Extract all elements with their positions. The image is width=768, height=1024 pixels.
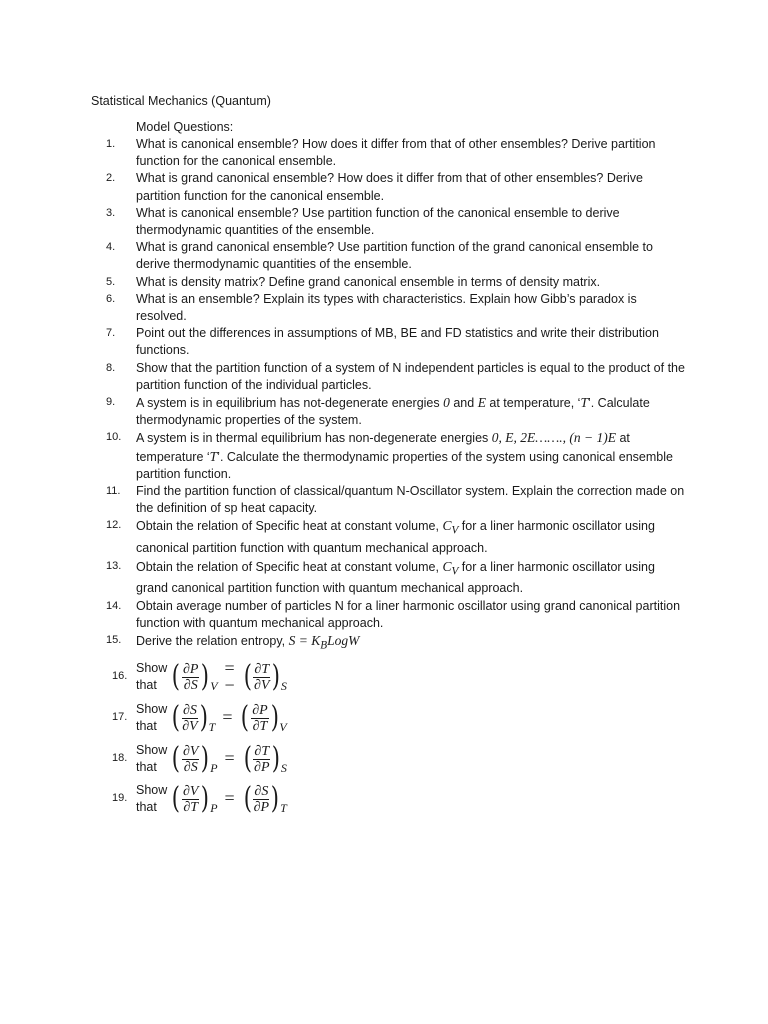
question-number: 19.: [112, 792, 128, 805]
question-text: Obtain average number of particles N for a liner harmonic oscillator using grand canonical partition function with quantum mechanical approach.: [136, 598, 681, 630]
question-number: 17.: [112, 711, 128, 724]
question-item: [106, 170, 686, 204]
show-that-label: Show that: [136, 660, 168, 692]
question-text: A system is in thermal equilibrium has non-degenerate energies 0, E, 2E……., (n − 1)E at temperature ‘T’. Calculate the thermodynamic properties of the system using canonical ensemble partition function.: [136, 430, 673, 481]
question-item: [106, 483, 686, 517]
question-number: 10.: [106, 431, 122, 444]
equals-sign: =: [224, 748, 235, 769]
question-list: [106, 136, 686, 655]
math-cv: $C_V$: [442, 558, 459, 578]
question-number: 14.: [106, 599, 122, 612]
math-temperature: T: [209, 448, 218, 464]
question-text: Point out the differences in assumptions of MB, BE and FD statistics and write their distribution functions.: [136, 326, 659, 358]
partial-derivative-left: $\frac{\partial S}{\partial V}$: [182, 702, 198, 734]
question-number: 6.: [106, 292, 116, 305]
question-number: 3.: [106, 206, 116, 219]
equals-sign: = −: [224, 657, 235, 695]
show-that-label: Show that: [136, 701, 168, 733]
question-number: 5.: [106, 275, 116, 288]
question-number: 12.: [106, 519, 122, 532]
question-text: What is grand canonical ensemble? How does it differ from that of other ensembles? Derive partition function for the canonical ensemble.: [136, 171, 643, 203]
question-text: Obtain the relation of Specific heat at constant volume, $C_V$ for a liner harmonic oscillator using grand canonical partition function with quantum mechanical approach.: [136, 558, 655, 596]
question-number: 9.: [106, 396, 116, 409]
question-number: 1.: [106, 138, 116, 150]
question-text: What is canonical ensemble? Use partition function of the canonical ensemble to derive thermodynamic quantities of the ensemble.: [136, 205, 620, 238]
question-item: [106, 394, 686, 429]
question-number: 13.: [106, 559, 122, 572]
partial-derivative-right: $\frac{\partial P}{\partial T}$: [252, 702, 268, 734]
question-item: [106, 291, 686, 325]
question-item: [106, 274, 686, 291]
question-text: Obtain the relation of Specific heat at constant volume, $C_V$ for a liner harmonic oscillator using canonical partition function with quantum mechanical approach.: [136, 518, 655, 556]
question-text: Find the partition function of classical/quantum N-Oscillator system. Explain the correction made on the definition of sp heat capacity.: [136, 484, 685, 516]
question-item: [106, 239, 686, 273]
question-text: Derive the relation entropy, $S = K_BLogW$: [136, 633, 360, 652]
show-that-label: Show that: [136, 782, 168, 814]
math-entropy: $S = K_BLogW$: [288, 633, 360, 652]
equation-item: 17. Show that ( $\frac{\partial S}{\partial V}$ ) T = ( $\frac{\partial P}{\partial T}$ ) V: [112, 700, 287, 735]
partial-derivative-left: $\frac{\partial P}{\partial S}$: [183, 661, 199, 693]
question-item: [106, 325, 686, 359]
question-text: What is canonical ensemble? How does it differ from that of other ensembles? Derive partition function for the canonical ensemble.: [136, 137, 656, 169]
question-item: [106, 360, 686, 394]
math-energy-levels: 0, E, 2E……., (n − 1)E: [491, 430, 616, 446]
question-item: [106, 517, 686, 557]
question-number: 2.: [106, 172, 116, 185]
question-item: [106, 429, 686, 483]
question-item: [106, 205, 686, 239]
question-number: 18.: [112, 752, 128, 765]
question-number: 8.: [106, 361, 116, 374]
partial-derivative-left: $\frac{\partial V}{\partial S}$: [183, 743, 199, 775]
show-that-label: Show that: [136, 742, 168, 774]
question-item: [106, 558, 686, 598]
question-number: 4.: [106, 241, 116, 254]
question-number: 15.: [106, 634, 122, 647]
question-item: [106, 632, 686, 655]
math-cv: $C_V$: [442, 518, 459, 538]
question-number: 11.: [106, 485, 121, 498]
question-text: What is grand canonical ensemble? Use partition function of the grand canonical ensemble to derive thermodynamic quantities of the ensemble.: [136, 240, 653, 272]
partial-derivative-right: $\frac{\partial S}{\partial P}$: [253, 783, 270, 815]
equation-item: 16. Show that ( $\frac{\partial P}{\partial S}$ ) V = − ( $\frac{\partial T}{\partial V}$ ) S: [112, 657, 287, 695]
partial-derivative-left: $\frac{\partial V}{\partial T}$: [183, 783, 199, 815]
equals-sign: =: [224, 788, 235, 809]
question-number: 16.: [112, 670, 128, 683]
math-energy: E: [477, 395, 486, 411]
question-text: A system is in equilibrium has not-degenerate energies 0 and E at temperature, ‘T’. Calculate thermodynamic properties of the system.: [136, 395, 650, 428]
math-temperature: T: [580, 395, 588, 411]
equation-item: 18. Show that ( $\frac{\partial V}{\partial S}$ ) P = ( $\frac{\partial T}{\partial P}$ ) S: [112, 741, 287, 776]
page-title: Statistical Mechanics (Quantum): [91, 94, 271, 108]
partial-derivative-right: $\frac{\partial T}{\partial V}$: [254, 661, 270, 693]
question-number: 7.: [106, 327, 116, 340]
question-text: Show that the partition function of a system of N independent particles is equal to the product of the partition function of the individual particles.: [136, 360, 685, 392]
math-zero: 0: [443, 395, 450, 411]
partial-derivative-right: $\frac{\partial T}{\partial P}$: [254, 743, 270, 775]
question-text: What is density matrix? Define grand canonical ensemble in terms of density matrix.: [136, 274, 601, 289]
subtitle: Model Questions:: [136, 120, 234, 134]
question-item: [106, 598, 686, 632]
equals-sign: =: [222, 707, 233, 728]
question-text: What is an ensemble? Explain its types with characteristics. Explain how Gibb’s paradox is resolved.: [136, 291, 637, 324]
question-item: [106, 136, 686, 170]
equation-item: 19. Show that ( $\frac{\partial V}{\partial T}$ ) P = ( $\frac{\partial S}{\partial P}$ ) T: [112, 781, 287, 816]
